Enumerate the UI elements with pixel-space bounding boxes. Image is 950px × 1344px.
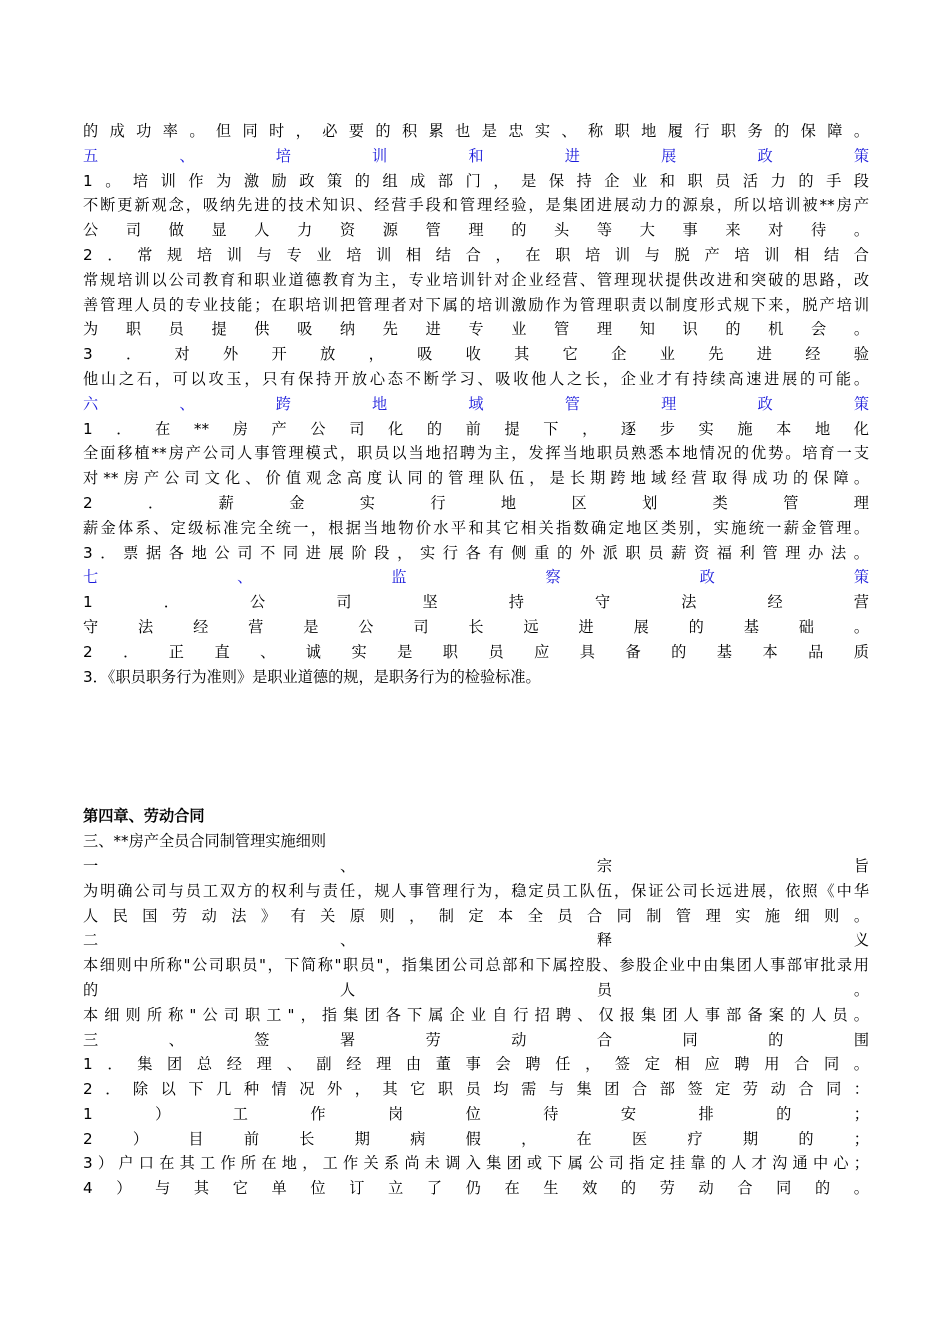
text-line: 3）户口在其工作所在地，工作关系尚未调入集团或下属公司指定挂靠的人才沟通中心； <box>83 1154 869 1173</box>
text-line: 3．对外开放，吸收其它企业先进经验 <box>83 345 869 364</box>
section-heading: 七、监察政策 <box>83 568 869 587</box>
text-line: 本细则所称"公司职工"，指集团各下属企业自行招聘、仅报集团人事部备案的人员。 <box>83 1005 869 1024</box>
text-line: 的成功率。但同时，必要的积累也是忠实、称职地履行职务的保障。 <box>83 122 869 140</box>
text-line: 薪金体系、定级标准完全统一，根据当地物价水平和其它相关指数确定地区类别，实施统一薪金管理。 <box>83 518 869 537</box>
chapter-title: 第四章、劳动合同 <box>83 807 205 826</box>
text-line: 的人员。 <box>83 980 869 999</box>
text-line: 本细则中所称"公司职员"，下简称"职员"，指集团公司总部和下属控股、参股企业中由集团人事部审批录用 <box>83 956 869 975</box>
page-gap <box>83 689 869 804</box>
policy-section <box>83 119 869 689</box>
text-line: 为明确公司与员工双方的权利与责任，规人事管理行为，稳定员工队伍，保证公司长远进展，依照《中华 <box>83 881 869 900</box>
text-line: 对**房产公司文化、价值观念高度认同的管理队伍，是长期跨地域经营取得成功的保障。 <box>83 469 869 488</box>
text-line: 二、释义 <box>83 931 869 950</box>
text-line: 4）与其它单位订立了仍在生效的劳动合同的。 <box>83 1179 869 1198</box>
text-line: 1．集团总经理、副经理由董事会聘任，签定相应聘用合同。 <box>83 1055 869 1074</box>
text-line: 一、宗旨 <box>83 856 869 875</box>
text-line: 为职员提供吸纳先进专业管理知识的机会。 <box>83 320 869 339</box>
text-line: 2）目前长期病假，在医疗期的； <box>83 1129 869 1148</box>
text-line: 善管理人员的专业技能；在职培训把管理者对下属的培训激励作为管理职责以制度形式规下来，脱产培训 <box>83 295 869 314</box>
text-line: 2．正直、诚实是职员应具备的基本品质 <box>83 642 869 661</box>
text-line: 不断更新观念，吸纳先进的技术知识、经营手段和管理经验，是集团进展动力的源泉，所以培训被**房产 <box>83 196 869 215</box>
text-line: 1．在**房产公司化的前提下，逐步实施本地化 <box>83 419 869 438</box>
text-line: 1．公司坚持守法经营 <box>83 593 869 612</box>
section-heading: 五、培训和进展政策 <box>83 146 869 165</box>
document-page <box>83 119 869 1201</box>
contract-section <box>83 854 869 1201</box>
text-line: 1。培训作为激励政策的组成部门，是保持企业和职员活力的手段 <box>83 171 869 190</box>
text-line: 守法经营是公司长远进展的基础。 <box>83 617 869 636</box>
text-line: 他山之石，可以攻玉，只有保持开放心态不断学习、吸收他人之长，企业才有持续高速进展的可能。 <box>83 369 869 388</box>
section-heading: 六、跨地域管理政策 <box>83 394 869 413</box>
text-line: 1）工作岗位待安排的； <box>83 1104 869 1123</box>
text-line: 全面移植**房产公司人事管理模式，职员以当地招聘为主，发挥当地职员熟悉本地情况的优势。培育一支 <box>83 444 869 463</box>
text-line: 2．常规培训与专业培训相结合，在职培训与脱产培训相结合 <box>83 245 869 264</box>
text-line: 3．票据各地公司不同进展阶段，实行各有侧重的外派职员薪资福利管理办法。 <box>83 543 869 562</box>
text-line: 三、签署劳动合同的围 <box>83 1030 869 1049</box>
text-line: 2．除以下几种情况外，其它职员均需与集团合部签定劳动合同： <box>83 1080 869 1099</box>
text-line: 常规培训以公司教育和职业道德教育为主，专业培训针对企业经营、管理现状提供改进和突破的思路，改 <box>83 270 869 289</box>
text-line: 3．《职员职务行为准则》是职业道德的规，是职务行为的检验标准。 <box>83 667 541 686</box>
text-line: 人民国劳动法》有关原则，制定本全员合同制管理实施细则。 <box>83 906 869 925</box>
text-line: 2．薪金实行地区划类管理 <box>83 493 869 512</box>
text-line: 公司做显人力资源管理的头等大事来对待。 <box>83 221 869 240</box>
chapter-subtitle: 三、**房产全员合同制管理实施细则 <box>83 832 326 851</box>
